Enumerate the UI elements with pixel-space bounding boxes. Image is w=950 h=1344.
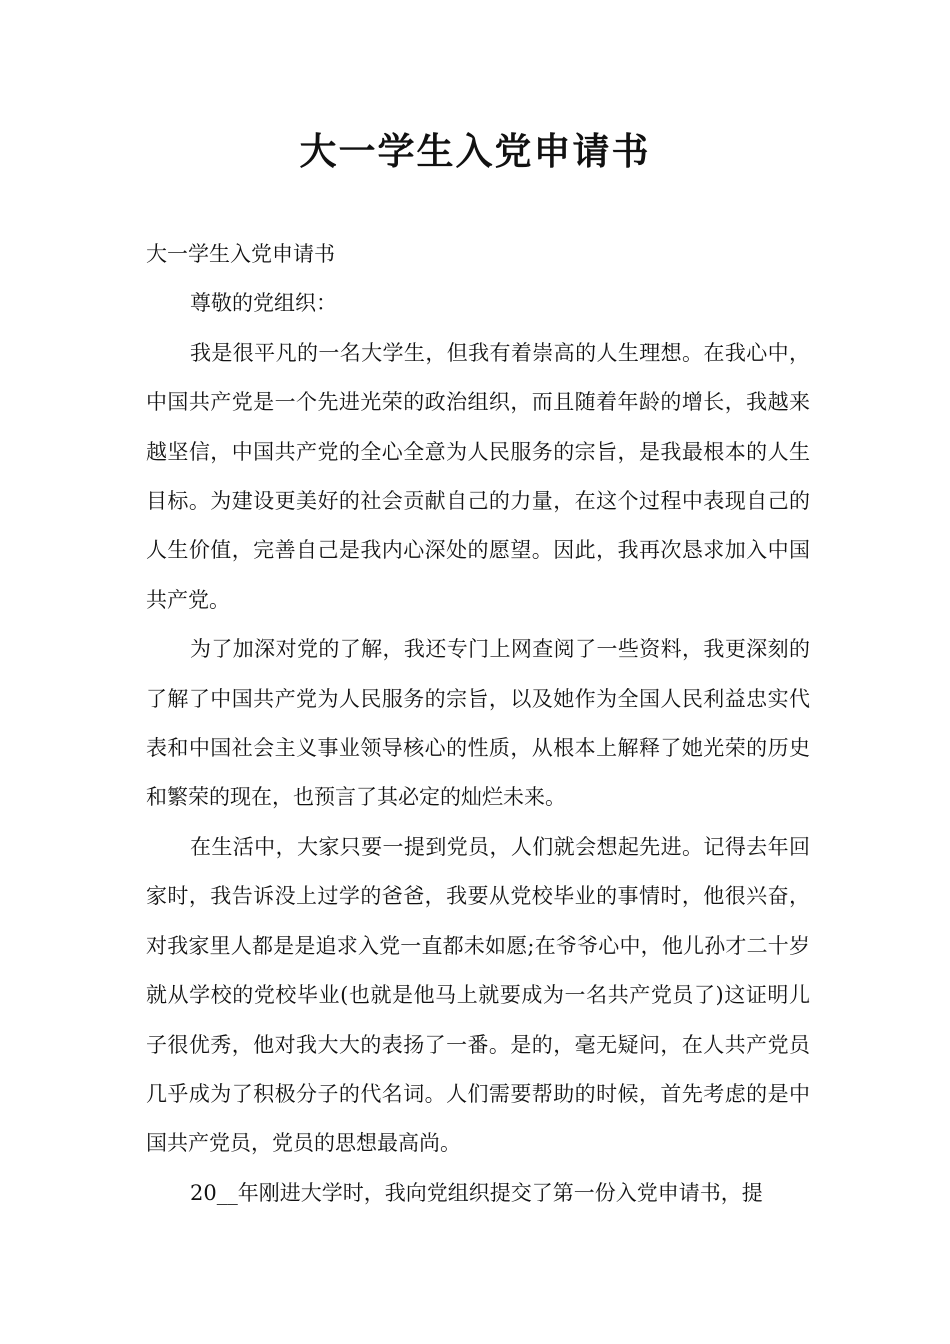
document-title: 大一学生入党申请书 <box>299 130 651 173</box>
paragraph-4: 20__年刚进大学时，我向党组织提交了第一份入党申请书，提 <box>190 1180 763 1205</box>
paragraph-3: 在生活中，大家只要一提到党员，人们就会想起先进。记得去年回家时，我告诉没上过学的爸爸，我要从党校毕业的事情时，他很兴奋，对我家里人都是是追求入党一直都未如愿;在爷爷心中，他儿孙才二十岁就从学校的党校毕业(也就是他马上就要成为一名共产党员了)这证明儿子很优秀，他对我大大的表扬了一番。是的，毫无疑问，在人共产党员几乎成为了积极分子的代名词。人们需要帮助的时候，首先考虑的是中国共产党员，党员的思想最高尚。 <box>146 834 810 1156</box>
salutation: 尊敬的党组织： <box>190 291 337 316</box>
document-body <box>146 230 810 1218</box>
document-subtitle: 大一学生入党申请书 <box>146 242 335 266</box>
paragraph-1: 我是很平凡的一名大学生，但我有着崇高的人生理想。在我心中，中国共产党是一个先进光荣的政治组织，而且随着年龄的增长，我越来越坚信，中国共产党的全心全意为人民服务的宗旨，是我最根本的人生目标。为建设更美好的社会贡献自己的力量，在这个过程中表现自己的人生价值，完善自己是我内心深处的愿望。因此，我再次恳求加入中国共产党。 <box>146 340 810 612</box>
paragraph-2: 为了加深对党的了解，我还专门上网查阅了一些资料，我更深刻的了解了中国共产党为人民服务的宗旨，以及她作为全国人民利益忠实代表和中国社会主义事业领导核心的性质，从根本上解释了她光荣的历史和繁荣的现在，也预言了其必定的灿烂未来。 <box>146 637 810 810</box>
